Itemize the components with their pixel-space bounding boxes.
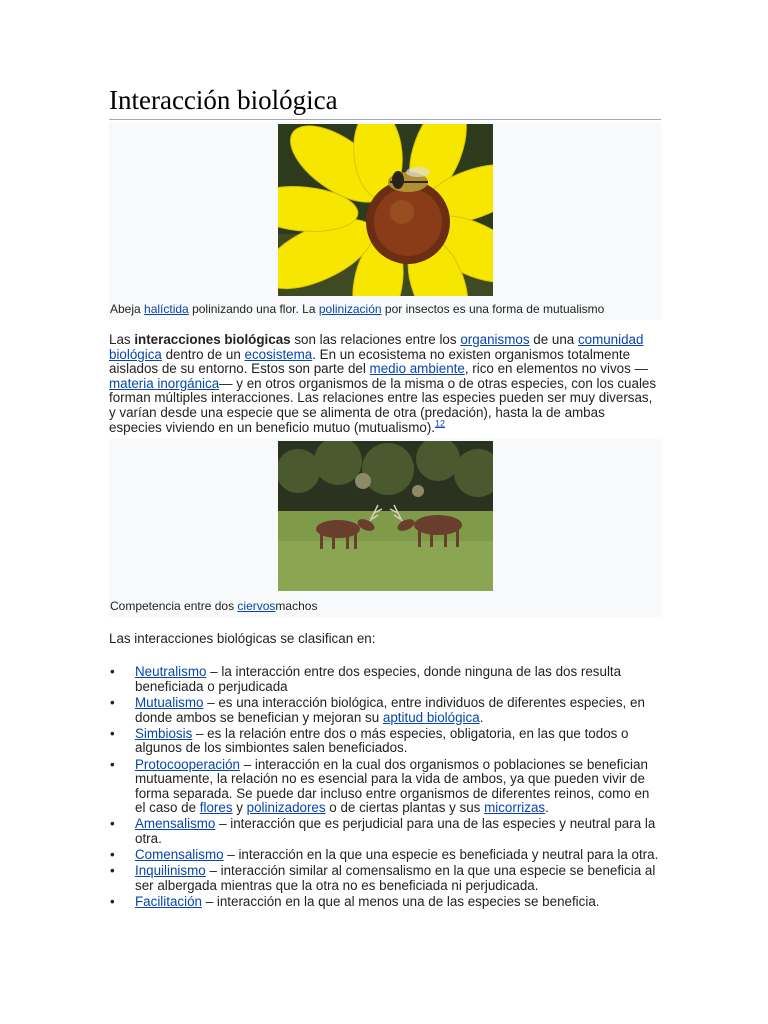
page-title: Interacción biológica	[109, 84, 661, 120]
bullet: •	[110, 725, 115, 741]
item-text: – es una interacción biológica, entre individuos de diferentes especies, en donde ambos se benefician y mejoran su	[135, 694, 645, 725]
link-flores[interactable]: flores	[199, 800, 233, 816]
link-simbiosis[interactable]: Simbiosis	[135, 725, 193, 741]
link-facilitacion[interactable]: Facilitación	[135, 894, 202, 910]
item-text: – es la relación entre dos o más especies, obligatoria, en las que todos o algunos de los simbiontes salen beneficiados.	[135, 725, 629, 756]
text: , rico en elementos no vivos —	[464, 361, 648, 377]
item-text: – interacción similar al comensalismo en la que una especie se beneficia al ser albergada mientras que la otra no es beneficiada ni perjudicada.	[135, 863, 656, 894]
text: dentro de un	[161, 346, 245, 362]
deer-photo	[278, 441, 493, 591]
bullet: •	[110, 847, 115, 863]
text: son las relaciones entre los	[290, 332, 461, 347]
bullet: •	[110, 694, 115, 710]
deer-image	[278, 441, 493, 591]
item-text: y	[232, 800, 247, 816]
flower-image	[278, 124, 493, 296]
bullet: •	[110, 863, 115, 879]
link-medio-ambiente[interactable]: medio ambiente	[369, 361, 465, 377]
link-comunidad-biologica[interactable]: comunidad biológica	[109, 332, 644, 362]
figure-deer	[109, 439, 661, 617]
item-text: – interacción que es perjudicial para una de las especies y neutral para la otra.	[135, 816, 656, 847]
item-text: .	[545, 800, 549, 816]
item-text: – la interacción entre dos especies, donde ninguna de las dos resulta beneficiada o perjudicada	[135, 664, 622, 694]
list-item	[109, 758, 661, 816]
figure-flower	[109, 122, 661, 320]
link-amensalismo[interactable]: Amensalismo	[135, 816, 216, 832]
text: de una	[529, 332, 578, 347]
item-text: – interacción en la cual dos organismos o poblaciones se benefician mutuamente, la relación no es esencial para la vida de ambos, ya que pueden vivir de forma separada. Se puede dar incluso entre organismos de diferentes reinos, como en el caso de	[135, 756, 650, 816]
text: Las	[109, 332, 135, 347]
link-inquilinismo[interactable]: Inquilinismo	[135, 863, 206, 879]
link-polinizacion[interactable]: polinización	[318, 302, 382, 316]
bullet: •	[110, 894, 115, 910]
link-micorrizas[interactable]: micorrizas	[484, 800, 546, 816]
list-item	[109, 727, 661, 756]
link-aptitud-biologica[interactable]: aptitud biológica	[382, 709, 480, 725]
bullet: •	[110, 816, 115, 832]
link-organismos[interactable]: organismos	[460, 332, 530, 347]
list-item	[109, 848, 661, 863]
intro-paragraph	[109, 333, 661, 435]
item-text: o de ciertas plantas y sus	[325, 800, 485, 816]
text: . En un ecosistema no existen organismos totalmente aislados de su entorno. Estos son parte del	[109, 346, 631, 377]
link-ciervos[interactable]: ciervos	[237, 599, 276, 614]
caption-text: machos	[275, 599, 318, 614]
article	[109, 84, 661, 911]
figure-deer-caption	[109, 591, 661, 617]
link-polinizadores[interactable]: polinizadores	[246, 800, 326, 816]
bold-term: interacciones biológicas	[134, 332, 291, 347]
bee-flower-photo	[278, 124, 493, 296]
link-protocooperacion[interactable]: Protocooperación	[135, 756, 240, 772]
citation-link[interactable]: 12	[435, 418, 446, 429]
item-text: .	[479, 709, 484, 725]
list-item	[109, 696, 661, 725]
list-item	[109, 817, 661, 846]
bullet: •	[110, 756, 115, 772]
caption-text: polinizando una flor. La	[188, 302, 319, 316]
link-comensalismo[interactable]: Comensalismo	[135, 847, 224, 863]
caption-text: por insectos es una forma de mutualismo	[381, 302, 605, 316]
caption-text: Abeja	[110, 302, 145, 316]
bullet: •	[110, 664, 115, 680]
link-neutralismo[interactable]: Neutralismo	[135, 664, 207, 680]
item-text: – interacción en la que una especie es beneficiada y neutral para la otra.	[223, 847, 659, 863]
text: — y en otros organismos de la misma o de otras especies, con los cuales forman múltiples interacciones. Las relaciones entre las especies pueden ser muy diversas, y varían desde una especie que se alimenta de otra (predación), hasta la de ambas especies viviendo en un beneficio mutuo (mutualismo).	[109, 375, 657, 435]
list-item	[109, 895, 661, 910]
link-materia-inorganica[interactable]: materia inorgánica	[109, 375, 220, 391]
classification-intro: Las interacciones biológicas se clasifican en:	[109, 631, 376, 647]
interaction-list	[109, 665, 661, 910]
link-ecosistema[interactable]: ecosistema	[244, 346, 313, 362]
item-text: – interacción en la que al menos una de las especies se beneficia.	[201, 894, 600, 910]
figure-flower-caption	[109, 296, 661, 320]
caption-text: Competencia entre dos	[110, 599, 238, 614]
link-halictida[interactable]: halíctida	[144, 302, 189, 316]
link-mutualismo[interactable]: Mutualismo	[135, 694, 204, 710]
list-item	[109, 665, 661, 694]
list-item	[109, 864, 661, 893]
